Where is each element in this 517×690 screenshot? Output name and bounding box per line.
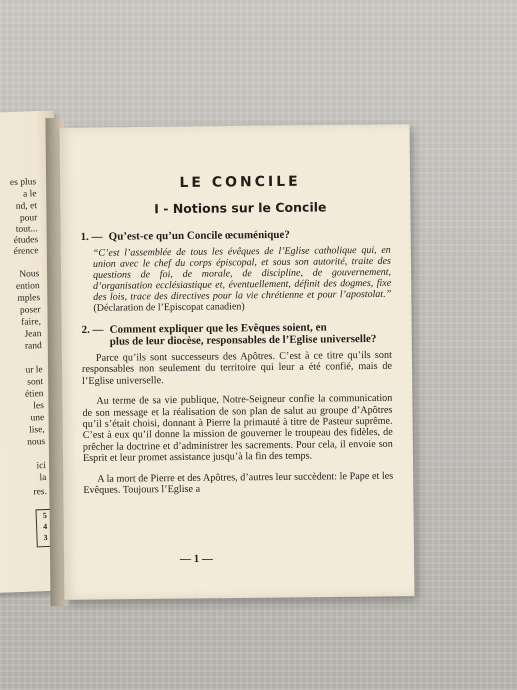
page-title: LE CONCILE (179, 173, 301, 191)
prev-page-line: faire, (21, 317, 42, 328)
prev-page-line: étien (24, 389, 44, 400)
prev-page-line: es plus (9, 177, 37, 189)
prev-box-number: 3 (43, 533, 48, 543)
question-1 (81, 228, 391, 243)
prev-page-line: ici (36, 461, 47, 472)
prev-page-line: pour (19, 213, 38, 224)
prev-page-line: une (30, 413, 45, 424)
answer-1-source: (Déclaration de l’Episcopat canadien) (93, 301, 245, 314)
prev-page-line: ention (15, 281, 40, 292)
question-2-line-1: Comment expliquer que les Evêques soient, en (109, 321, 327, 336)
prev-page-line: sont (27, 377, 44, 388)
question-1-text: Qu’est-ce qu’un Concile œcuménique? (108, 228, 290, 243)
prev-page-line: a le (22, 189, 37, 200)
prev-page-line: poser (19, 305, 41, 316)
prev-page-line: les (33, 401, 45, 412)
section-subtitle: I - Notions sur le Concile (154, 199, 327, 217)
prev-page-line: Nous (19, 269, 40, 280)
page-content (80, 173, 393, 506)
answer-1-text: “C’est l’assemblée de tous les évêques de l’Eglise catholique qui, en union avec le chef du corps épiscopal, et sous son autorité, traite des questions de foi, de morale, de discipline, de gouvernement, d’organisation ecclésiastique et, éventuellement, définit des dogmes, fixe des lois, trace des directives pour la vie chrétienne et pour l’apostolat.” (92, 244, 392, 303)
paragraph-1: Parce qu’ils sont successeurs des Apôtres. C’est à ce titre qu’ils sont responsables non seulement du territoire qui leur a été confié, mais de l’Eglise universelle. (81, 349, 393, 387)
prev-page-line: nd, et (15, 201, 38, 212)
question-2-line-2: plus de leur diocèse, responsables de l’Eglise universelle? (109, 332, 377, 348)
paragraph-3: A la mort de Pierre et des Apôtres, d’autres leur succèdent: le Pape et les Evêques. Toujours l’Eglise a (83, 470, 394, 497)
prev-box-number: 5 (42, 511, 47, 521)
paragraph-2: Au terme de sa vie publique, Notre-Seigneur confie la communication de son message et la réalisation de son plan de salut au groupe d’Apôtres qu’il s’était choisi, donnant à Pierre la primauté à titre de Pasteur suprême. C’est à eux qu’il donne la mission de gouverner le troupeau des fidèles, de prêcher la doctrine et d’administrer les sacrements. Pour cela, il envoie son Esprit et leur promet assistance jusqu’à la fin des temps. (82, 392, 393, 465)
prev-page-line: érence (13, 246, 39, 258)
answer-1-quote (81, 245, 392, 314)
prev-page-line: res. (33, 487, 48, 498)
prev-box-number: 4 (42, 522, 48, 532)
prev-page-line: Jean (24, 329, 42, 340)
prev-page-line: ur le (25, 365, 43, 376)
prev-page-line: tout... (15, 224, 38, 235)
question-1-number: 1. — (80, 230, 103, 243)
prev-page-line: mples (17, 293, 41, 304)
prev-page-line: études (13, 235, 39, 247)
prev-page-line: rand (24, 341, 42, 352)
prev-page-line: lise, (28, 425, 45, 436)
question-2 (82, 321, 392, 348)
question-2-number: 2. — (81, 323, 104, 336)
prev-page-line: nous (27, 437, 46, 448)
prev-page-line: la (39, 473, 47, 484)
page-number: — 1 — (179, 552, 214, 566)
